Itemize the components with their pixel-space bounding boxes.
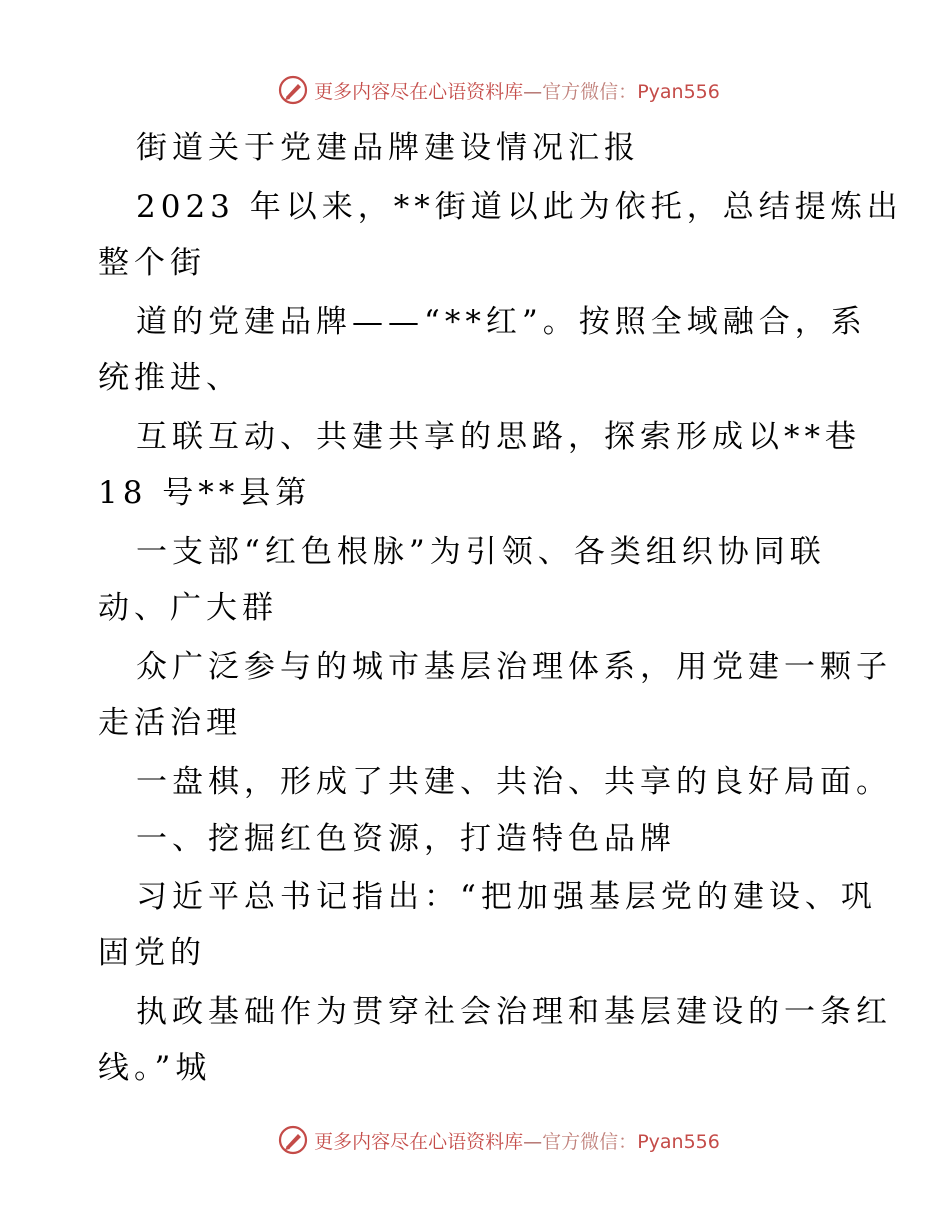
watermark-bottom xyxy=(0,1120,950,1160)
paragraph-line: 众广泛参与的城市基层治理体系，用党建一颗子 xyxy=(136,649,892,685)
paragraph-line: 线。”城 xyxy=(98,1050,212,1086)
document-title: 街道关于党建品牌建设情况汇报 xyxy=(136,130,640,166)
paragraph-line: 执政基础作为贯穿社会治理和基层建设的一条红 xyxy=(136,994,892,1030)
watermark-text: 更多内容尽在心语资料库—官方微信：Pyan556 xyxy=(314,80,720,103)
paragraph-line: 2023 年以来，**街道以此为依托，总结提炼出 xyxy=(136,189,903,225)
paragraph-line: 一盘棋，形成了共建、共治、共享的良好局面。 xyxy=(136,764,892,800)
paragraph-line: 一支部“红色根脉”为引领、各类组织协同联 xyxy=(136,534,826,570)
paragraph-line: 18 号**县第 xyxy=(98,475,312,511)
paragraph-line: 习近平总书记指出：“把加强基层党的建设、巩 xyxy=(136,879,877,915)
watermark-text: 更多内容尽在心语资料库—官方微信：Pyan556 xyxy=(314,1130,720,1153)
paragraph-line: 整个街 xyxy=(98,245,206,281)
paragraph-line: 固党的 xyxy=(98,935,206,971)
pen-seal-icon xyxy=(278,1125,308,1155)
paragraph-line: 动、广大群 xyxy=(98,590,278,626)
section-heading: 一、挖掘红色资源，打造特色品牌 xyxy=(136,821,676,857)
paragraph-line: 道的党建品牌——“**红”。按照全域融合，系 xyxy=(136,304,867,340)
paragraph-line: 互联互动、共建共享的思路，探索形成以**巷 xyxy=(136,419,861,455)
paragraph-line: 走活治理 xyxy=(98,705,242,741)
paragraph-line: 统推进、 xyxy=(98,360,242,396)
